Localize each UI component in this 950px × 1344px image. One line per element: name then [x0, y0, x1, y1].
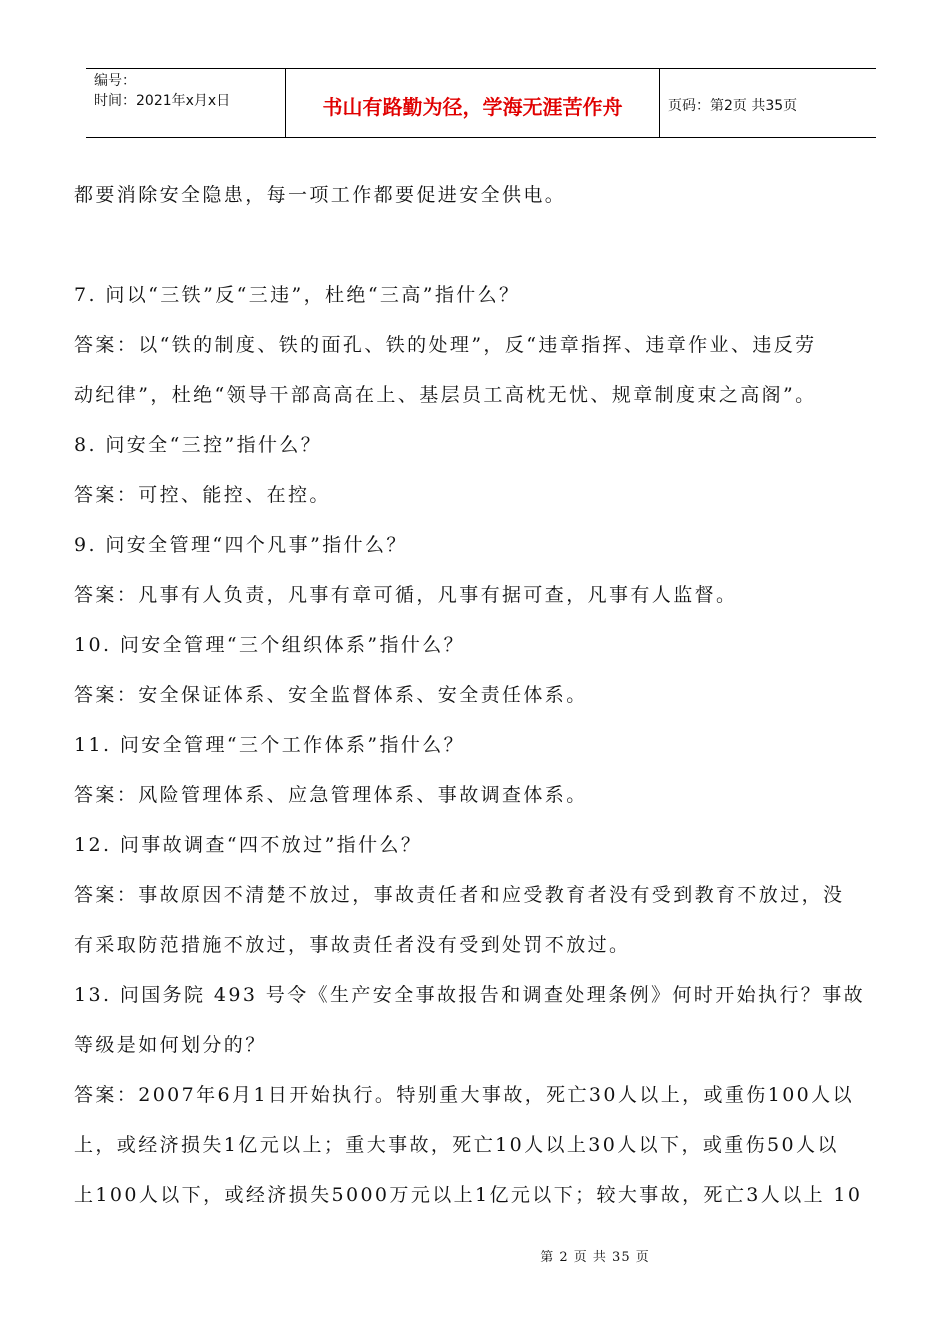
question-11: 11. 问安全管理“三个工作体系”指什么？: [74, 734, 466, 756]
answer-7-line-2: 动纪律”，杜绝“领导干部高高在上、基层员工高枕无忧、规章制度束之高阁”。: [74, 384, 817, 406]
answer-12-line-1: 答案：事故原因不清楚不放过，事故责任者和应受教育者没有受到教育不放过，没: [74, 884, 845, 906]
header-slogan: 书山有路勤为径，学海无涯苦作舟: [286, 69, 660, 137]
answer-10: 答案：安全保证体系、安全监督体系、安全责任体系。: [74, 684, 588, 706]
header-page-label: 页码：第2页 共35页: [668, 98, 798, 114]
answer-8: 答案：可控、能控、在控。: [74, 484, 331, 506]
answer-12-line-2: 有采取防范措施不放过，事故责任者没有受到处罚不放过。: [74, 934, 631, 956]
question-9: 9. 问安全管理“四个凡事”指什么？: [74, 534, 408, 556]
time-label: 时间：2021年x月x日: [94, 93, 231, 109]
question-10: 10. 问安全管理“三个组织体系”指什么？: [74, 634, 466, 656]
footer-page-number: 第 2 页 共 35 页: [540, 1250, 650, 1265]
question-13-line-1: 13. 问国务院 493 号令《生产安全事故报告和调查处理条例》何时开始执行？事故: [74, 984, 866, 1006]
page-header: [86, 68, 876, 138]
document-body: [74, 170, 890, 1220]
header-meta: [86, 69, 286, 137]
question-8: 8. 问安全“三控”指什么？: [74, 434, 323, 456]
question-13-line-2: 等级是如何划分的？: [74, 1034, 267, 1056]
answer-13-line-2: 上，或经济损失1亿元以上；重大事故，死亡10人以上30人以下，或重伤50人以: [74, 1134, 839, 1156]
answer-13-line-1: 答案：2007年6月1日开始执行。特别重大事故，死亡30人以上，或重伤100人以: [74, 1084, 854, 1106]
answer-11: 答案：风险管理体系、应急管理体系、事故调查体系。: [74, 784, 588, 806]
answer-9: 答案：凡事有人负责，凡事有章可循，凡事有据可查，凡事有人监督。: [74, 584, 738, 606]
body-line: 都要消除安全隐患，每一项工作都要促进安全供电。: [74, 184, 567, 206]
question-12: 12. 问事故调查“四不放过”指什么？: [74, 834, 423, 856]
body-blank-line: [74, 220, 890, 270]
answer-7-line-1: 答案：以“铁的制度、铁的面孔、铁的处理”，反“违章指挥、违章作业、违反劳: [74, 334, 817, 356]
number-label: 编号：: [94, 73, 136, 89]
answer-13-line-3: 上100人以下，或经济损失5000万元以上1亿元以下；较大事故，死亡3人以上 10: [74, 1184, 863, 1206]
question-7: 7. 问以“三铁”反“三违”，杜绝“三高”指什么？: [74, 284, 521, 306]
page-footer: [0, 1246, 950, 1265]
